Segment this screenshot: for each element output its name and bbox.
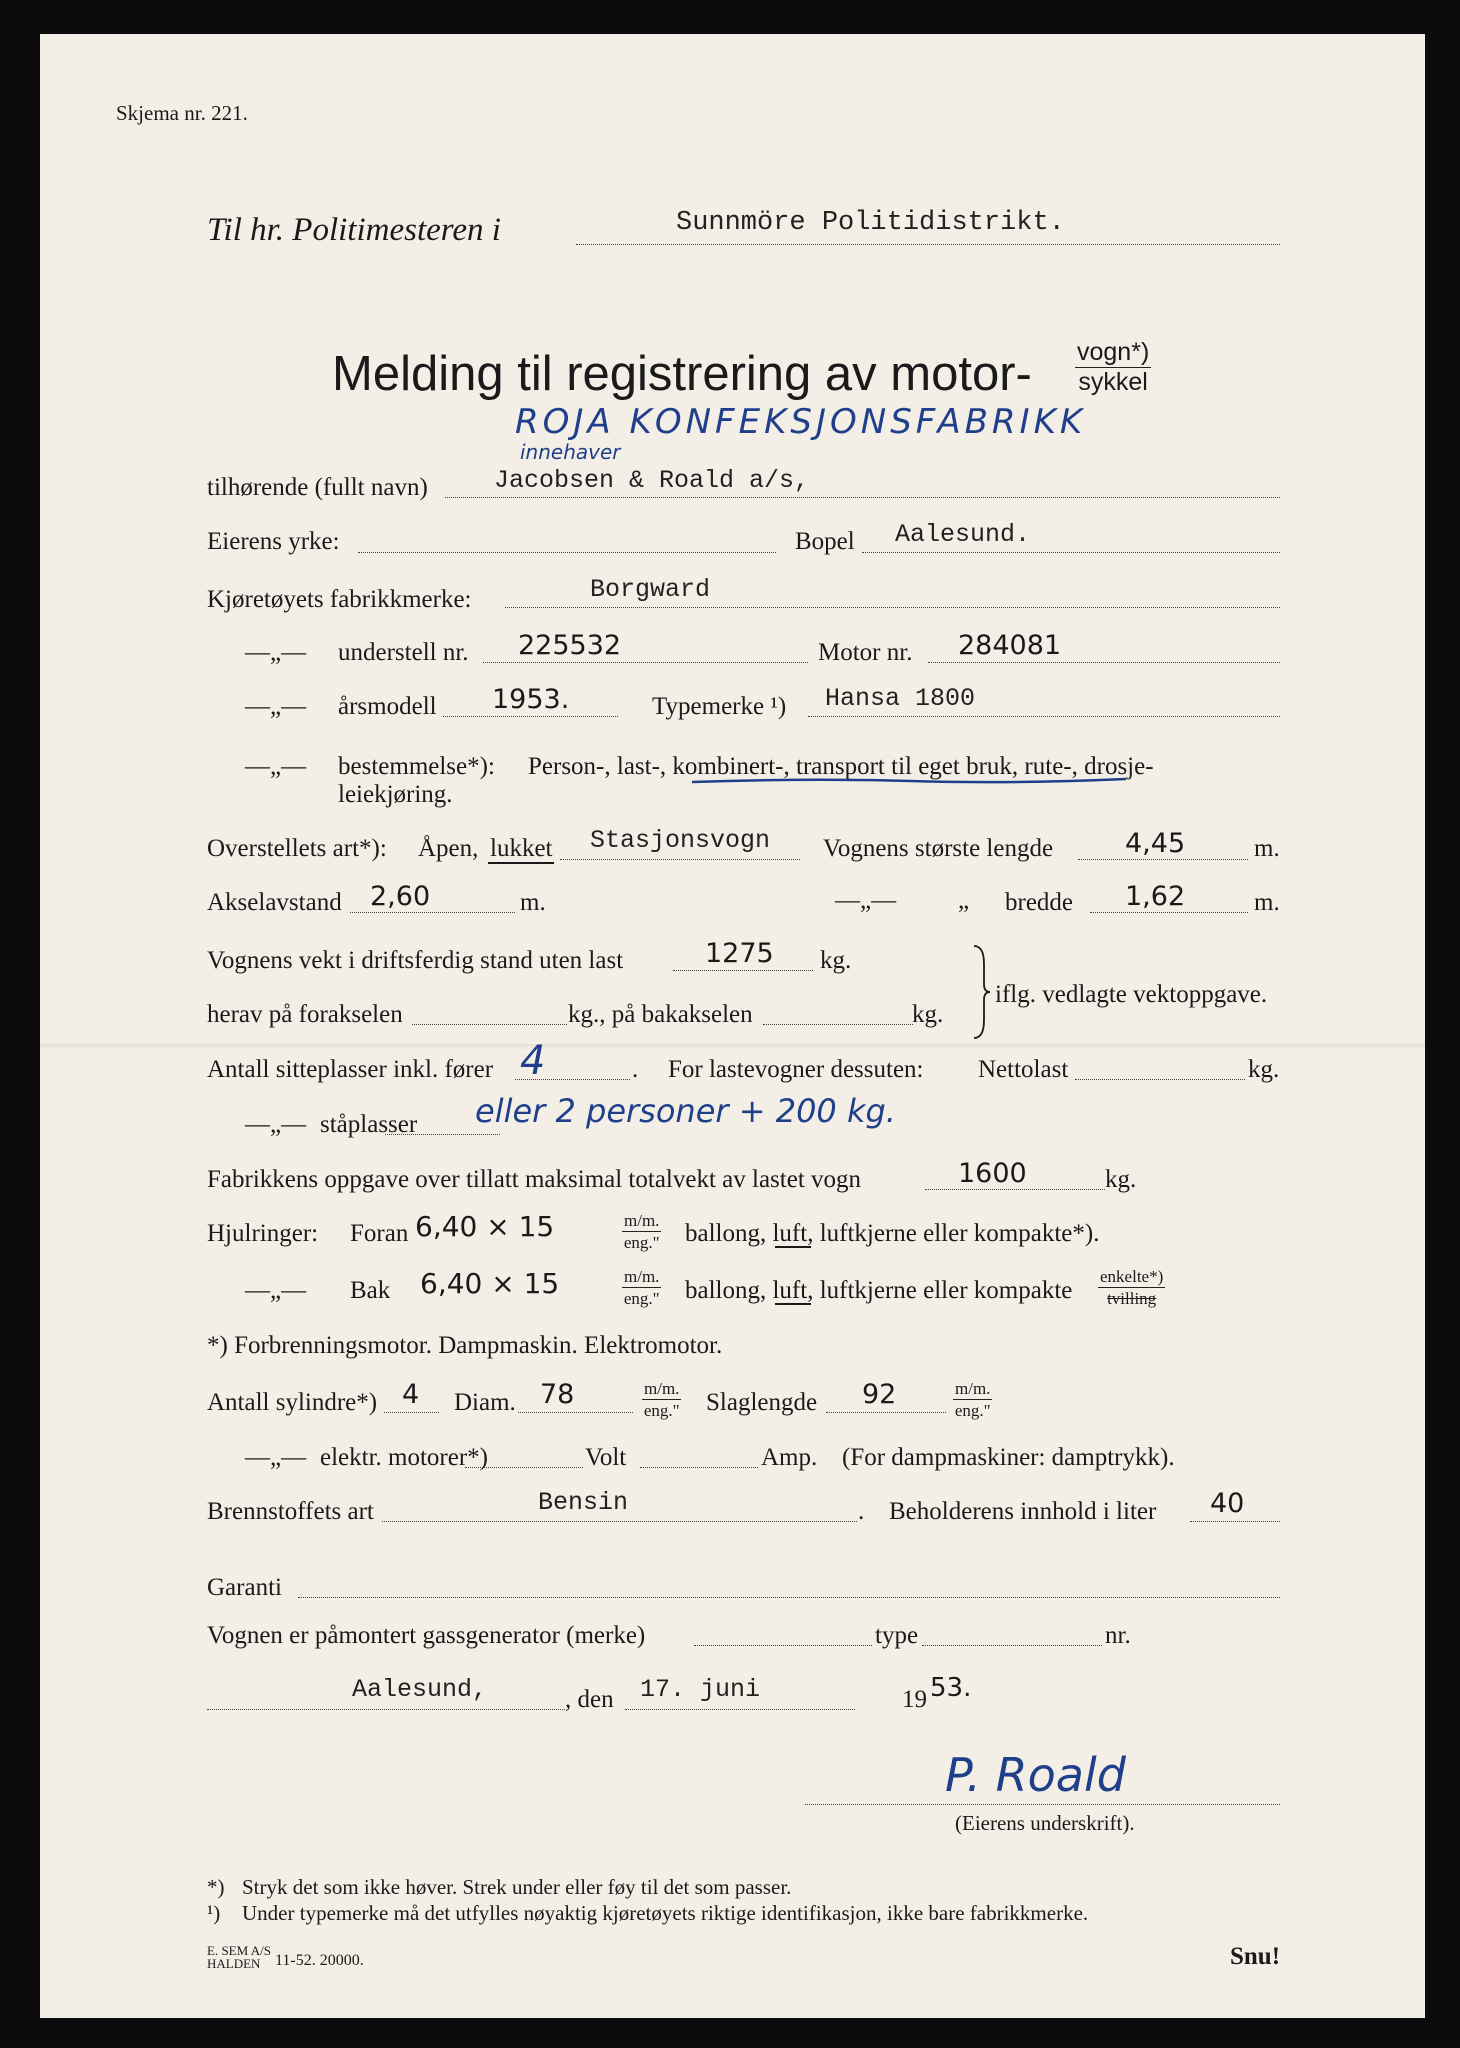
chassis-label: understell nr. bbox=[338, 639, 469, 666]
lorry-label: For lastevogner dessuten: bbox=[668, 1056, 924, 1083]
motor-types: *) Forbrenningsmotor. Dampmaskin. Elektromotor. bbox=[207, 1332, 723, 1359]
district-value: Sunnmöre Politidistrikt. bbox=[676, 208, 1065, 238]
stroke-label: Slaglengde bbox=[706, 1389, 818, 1416]
make-value: Borgward bbox=[590, 575, 711, 604]
model-year-line bbox=[443, 716, 618, 717]
net-load-label: Nettolast bbox=[978, 1056, 1069, 1083]
printer-code: 11-52. 20000. bbox=[275, 1952, 364, 1969]
diam-line bbox=[518, 1412, 633, 1413]
date-day: 17. juni bbox=[640, 1675, 761, 1704]
length-value: 4,45 bbox=[1125, 828, 1186, 859]
width-ditto-2: „ bbox=[958, 887, 970, 914]
diam-unit-top: m/m. bbox=[644, 1379, 680, 1398]
stroke-unit-bottom: eng." bbox=[954, 1401, 991, 1420]
tires-rear-twin: tvilling bbox=[1107, 1289, 1157, 1308]
length-line bbox=[1078, 859, 1248, 860]
tires-rear-value: 6,40 × 15 bbox=[420, 1267, 560, 1300]
owner-value: Jacobsen & Roald a/s, bbox=[494, 466, 810, 495]
body-value: Stasjonsvogn bbox=[590, 826, 771, 855]
electric-ditto: —„— bbox=[245, 1444, 307, 1471]
width-unit: m. bbox=[1254, 889, 1280, 916]
tires-rear-single-twin bbox=[1098, 1268, 1165, 1307]
seats-dot: . bbox=[632, 1056, 639, 1083]
standing-ditto: —„— bbox=[245, 1111, 307, 1138]
footnote-one: ¹) bbox=[207, 1901, 221, 1925]
max-weight-unit: kg. bbox=[1105, 1166, 1137, 1193]
gas-generator-line bbox=[694, 1645, 872, 1646]
wheelbase-unit: m. bbox=[520, 889, 546, 916]
amp-label: Amp. bbox=[761, 1444, 818, 1471]
tires-rear-unit bbox=[622, 1268, 661, 1307]
seats-value: 4 bbox=[520, 1038, 546, 1084]
engine-line bbox=[928, 662, 1280, 663]
tires-rear-pos: Bak bbox=[350, 1277, 391, 1304]
model-year-label: årsmodell bbox=[338, 693, 437, 720]
length-label: Vognens største lengde bbox=[823, 835, 1054, 862]
date-place: Aalesund, bbox=[352, 1675, 488, 1704]
chassis-ditto: —„— bbox=[245, 639, 307, 666]
guarantee-line bbox=[298, 1597, 1280, 1598]
length-unit: m. bbox=[1254, 835, 1280, 862]
steam-label: (For dampmaskiner: damptrykk). bbox=[842, 1444, 1175, 1471]
tires-rear-unit-bottom: eng." bbox=[623, 1289, 660, 1308]
gas-generator-type-line bbox=[922, 1645, 1102, 1646]
weight-brace bbox=[970, 944, 992, 1040]
cylinders-label: Antall sylindre*) bbox=[207, 1389, 378, 1416]
title-frac-bottom: sykkel bbox=[1078, 368, 1148, 396]
width-ditto: —„— bbox=[835, 887, 897, 914]
footnote-one-text: Under typemerke må det utfylles nøyaktig kjøretøyets riktige identifikasjon, ikke bare fabrikkmerke. bbox=[242, 1901, 1089, 1925]
form-title: Melding til registrering av motor- bbox=[332, 347, 1032, 401]
make-label: Kjøretøyets fabrikkmerke: bbox=[207, 586, 472, 613]
rear-axle-label: kg., på bakakselen bbox=[568, 1001, 753, 1028]
diam-value: 78 bbox=[540, 1379, 575, 1410]
signature-line bbox=[805, 1804, 1280, 1805]
date-year-prefix: 19 bbox=[902, 1686, 927, 1713]
handwritten-note: innehaver bbox=[520, 440, 621, 464]
tires-rear-single: enkelte*) bbox=[1100, 1267, 1164, 1286]
tires-rear-luft-underline bbox=[775, 1303, 811, 1305]
weight-unit: kg. bbox=[820, 947, 852, 974]
front-axle-line bbox=[412, 1024, 567, 1025]
engine-label: Motor nr. bbox=[818, 639, 913, 666]
chassis-line bbox=[483, 662, 808, 663]
stroke-value: 92 bbox=[862, 1379, 897, 1410]
tank-value: 40 bbox=[1210, 1488, 1245, 1519]
rear-axle-unit: kg. bbox=[912, 1001, 944, 1028]
chassis-value: 225532 bbox=[518, 630, 622, 661]
printer-city: HALDEN bbox=[207, 1956, 261, 1971]
header-prefix: Til hr. Politimesteren i bbox=[207, 212, 501, 248]
diam-unit-bottom: eng." bbox=[643, 1401, 680, 1420]
residence-label: Bopel bbox=[795, 528, 855, 555]
cylinders-value: 4 bbox=[402, 1379, 420, 1410]
tank-line bbox=[1190, 1521, 1280, 1522]
place-line bbox=[207, 1709, 565, 1710]
purpose-label: bestemmelse*): bbox=[338, 753, 495, 780]
stroke-line bbox=[826, 1412, 946, 1413]
wheelbase-value: 2,60 bbox=[370, 881, 431, 912]
cylinders-line bbox=[384, 1412, 439, 1413]
fuel-dot: . bbox=[858, 1498, 865, 1525]
tires-front-pos: Foran bbox=[350, 1220, 409, 1247]
model-year-ditto: —„— bbox=[245, 693, 307, 720]
occupation-line bbox=[358, 552, 776, 553]
wheelbase-label: Akselavstand bbox=[207, 889, 342, 916]
tires-label: Hjulringer: bbox=[207, 1220, 319, 1247]
purpose-options-2: leiekjøring. bbox=[338, 781, 453, 808]
body-label: Overstellets art*): bbox=[207, 835, 387, 862]
width-value: 1,62 bbox=[1125, 881, 1186, 912]
standing-line bbox=[385, 1134, 500, 1135]
width-label: bredde bbox=[1005, 889, 1074, 916]
tires-front-value: 6,40 × 15 bbox=[415, 1210, 555, 1243]
tires-rear-unit-top: m/m. bbox=[624, 1267, 660, 1286]
net-load-unit: kg. bbox=[1248, 1056, 1280, 1083]
standing-handwritten: eller 2 personer + 200 kg. bbox=[475, 1092, 896, 1130]
gas-generator-nr: nr. bbox=[1105, 1622, 1131, 1649]
weight-value: 1275 bbox=[705, 938, 774, 969]
signature-label: (Eierens underskrift). bbox=[955, 1811, 1135, 1835]
gas-generator-type: type bbox=[875, 1622, 919, 1649]
model-year-value: 1953. bbox=[492, 684, 570, 715]
weight-note: iflg. vedlagte vektoppgave. bbox=[995, 981, 1268, 1008]
volt-line bbox=[640, 1467, 758, 1468]
seats-label: Antall sitteplasser inkl. fører bbox=[207, 1056, 494, 1083]
fuel-value: Bensin bbox=[538, 1488, 629, 1517]
owner-line bbox=[445, 497, 1280, 498]
electric-line bbox=[465, 1467, 583, 1468]
residence-line bbox=[862, 552, 1280, 553]
max-weight-line bbox=[925, 1189, 1105, 1190]
standing-label: ståplasser bbox=[320, 1111, 418, 1138]
tires-front-types: ballong, luft, luftkjerne eller kompakte*). bbox=[685, 1220, 1100, 1247]
paper-fold bbox=[40, 1044, 1425, 1050]
make-line bbox=[505, 607, 1280, 608]
body-closed-underline bbox=[488, 862, 554, 864]
stroke-unit bbox=[953, 1380, 992, 1419]
type-mark-value: Hansa 1800 bbox=[825, 684, 976, 713]
wheelbase-line bbox=[350, 912, 515, 913]
handwritten-company: ROJA KONFEKSJONSFABRIKK bbox=[515, 402, 1087, 442]
date-year-suffix: 53. bbox=[930, 1673, 972, 1703]
body-open: Åpen, bbox=[418, 835, 479, 862]
signature-handwritten: P. Roald bbox=[945, 1748, 1126, 1802]
footnote-star-text: Stryk det som ikke høver. Strek under eller føy til det som passer. bbox=[242, 1875, 792, 1899]
footnote-star: *) bbox=[207, 1875, 225, 1899]
residence-value: Aalesund. bbox=[895, 520, 1031, 549]
title-frac-top: vogn*) bbox=[1077, 338, 1150, 366]
tires-front-unit-bottom: eng." bbox=[623, 1233, 660, 1252]
date-den: , den bbox=[565, 1686, 614, 1713]
turn-over: Snu! bbox=[1230, 1943, 1281, 1970]
date-line bbox=[625, 1709, 855, 1710]
diam-label: Diam. bbox=[454, 1389, 516, 1416]
guarantee-label: Garanti bbox=[207, 1574, 282, 1601]
type-mark-label: Typemerke ¹) bbox=[652, 693, 787, 720]
tires-front-luft-underline bbox=[775, 1246, 811, 1248]
tires-front-unit-top: m/m. bbox=[624, 1211, 660, 1230]
net-load-line bbox=[1075, 1079, 1245, 1080]
purpose-ditto: —„— bbox=[245, 753, 307, 780]
printer-name: E. SEM A/S bbox=[207, 1943, 271, 1958]
body-line bbox=[560, 859, 800, 860]
electric-label: elektr. motorer*) bbox=[320, 1444, 488, 1471]
form-number: Skjema nr. 221. bbox=[116, 101, 248, 125]
body-closed: lukket bbox=[490, 835, 553, 862]
fuel-line bbox=[382, 1521, 857, 1522]
weight-label: Vognens vekt i driftsferdig stand uten last bbox=[207, 947, 624, 974]
weight-line bbox=[673, 970, 813, 971]
occupation-label: Eierens yrke: bbox=[207, 528, 340, 555]
type-mark-line bbox=[808, 716, 1280, 717]
tires-rear-ditto: —„— bbox=[245, 1277, 307, 1304]
purpose-options: Person-, last-, kombinert-, transport til eget bruk, rute-, drosje- bbox=[528, 753, 1154, 780]
fuel-label: Brennstoffets art bbox=[207, 1498, 374, 1525]
tires-rear-types: ballong, luft, luftkjerne eller kompakte bbox=[685, 1277, 1073, 1304]
engine-value: 284081 bbox=[958, 630, 1062, 661]
diam-unit bbox=[642, 1380, 681, 1419]
max-weight-label: Fabrikkens oppgave over tillatt maksimal totalvekt av lastet vogn bbox=[207, 1166, 862, 1193]
volt-label: Volt bbox=[585, 1444, 627, 1471]
tires-front-unit bbox=[622, 1212, 661, 1251]
owner-label: tilhørende (fullt navn) bbox=[207, 474, 428, 501]
gas-generator-label: Vognen er påmontert gassgenerator (merke) bbox=[207, 1622, 646, 1649]
district-line bbox=[576, 244, 1280, 245]
tank-label: Beholderens innhold i liter bbox=[889, 1498, 1157, 1525]
purpose-underline bbox=[690, 768, 1130, 788]
front-axle-label: herav på forakselen bbox=[207, 1001, 403, 1028]
stroke-unit-top: m/m. bbox=[955, 1379, 991, 1398]
max-weight-value: 1600 bbox=[958, 1158, 1027, 1189]
rear-axle-line bbox=[763, 1024, 913, 1025]
width-line bbox=[1090, 912, 1248, 913]
title-vehicle-type bbox=[1075, 340, 1151, 395]
